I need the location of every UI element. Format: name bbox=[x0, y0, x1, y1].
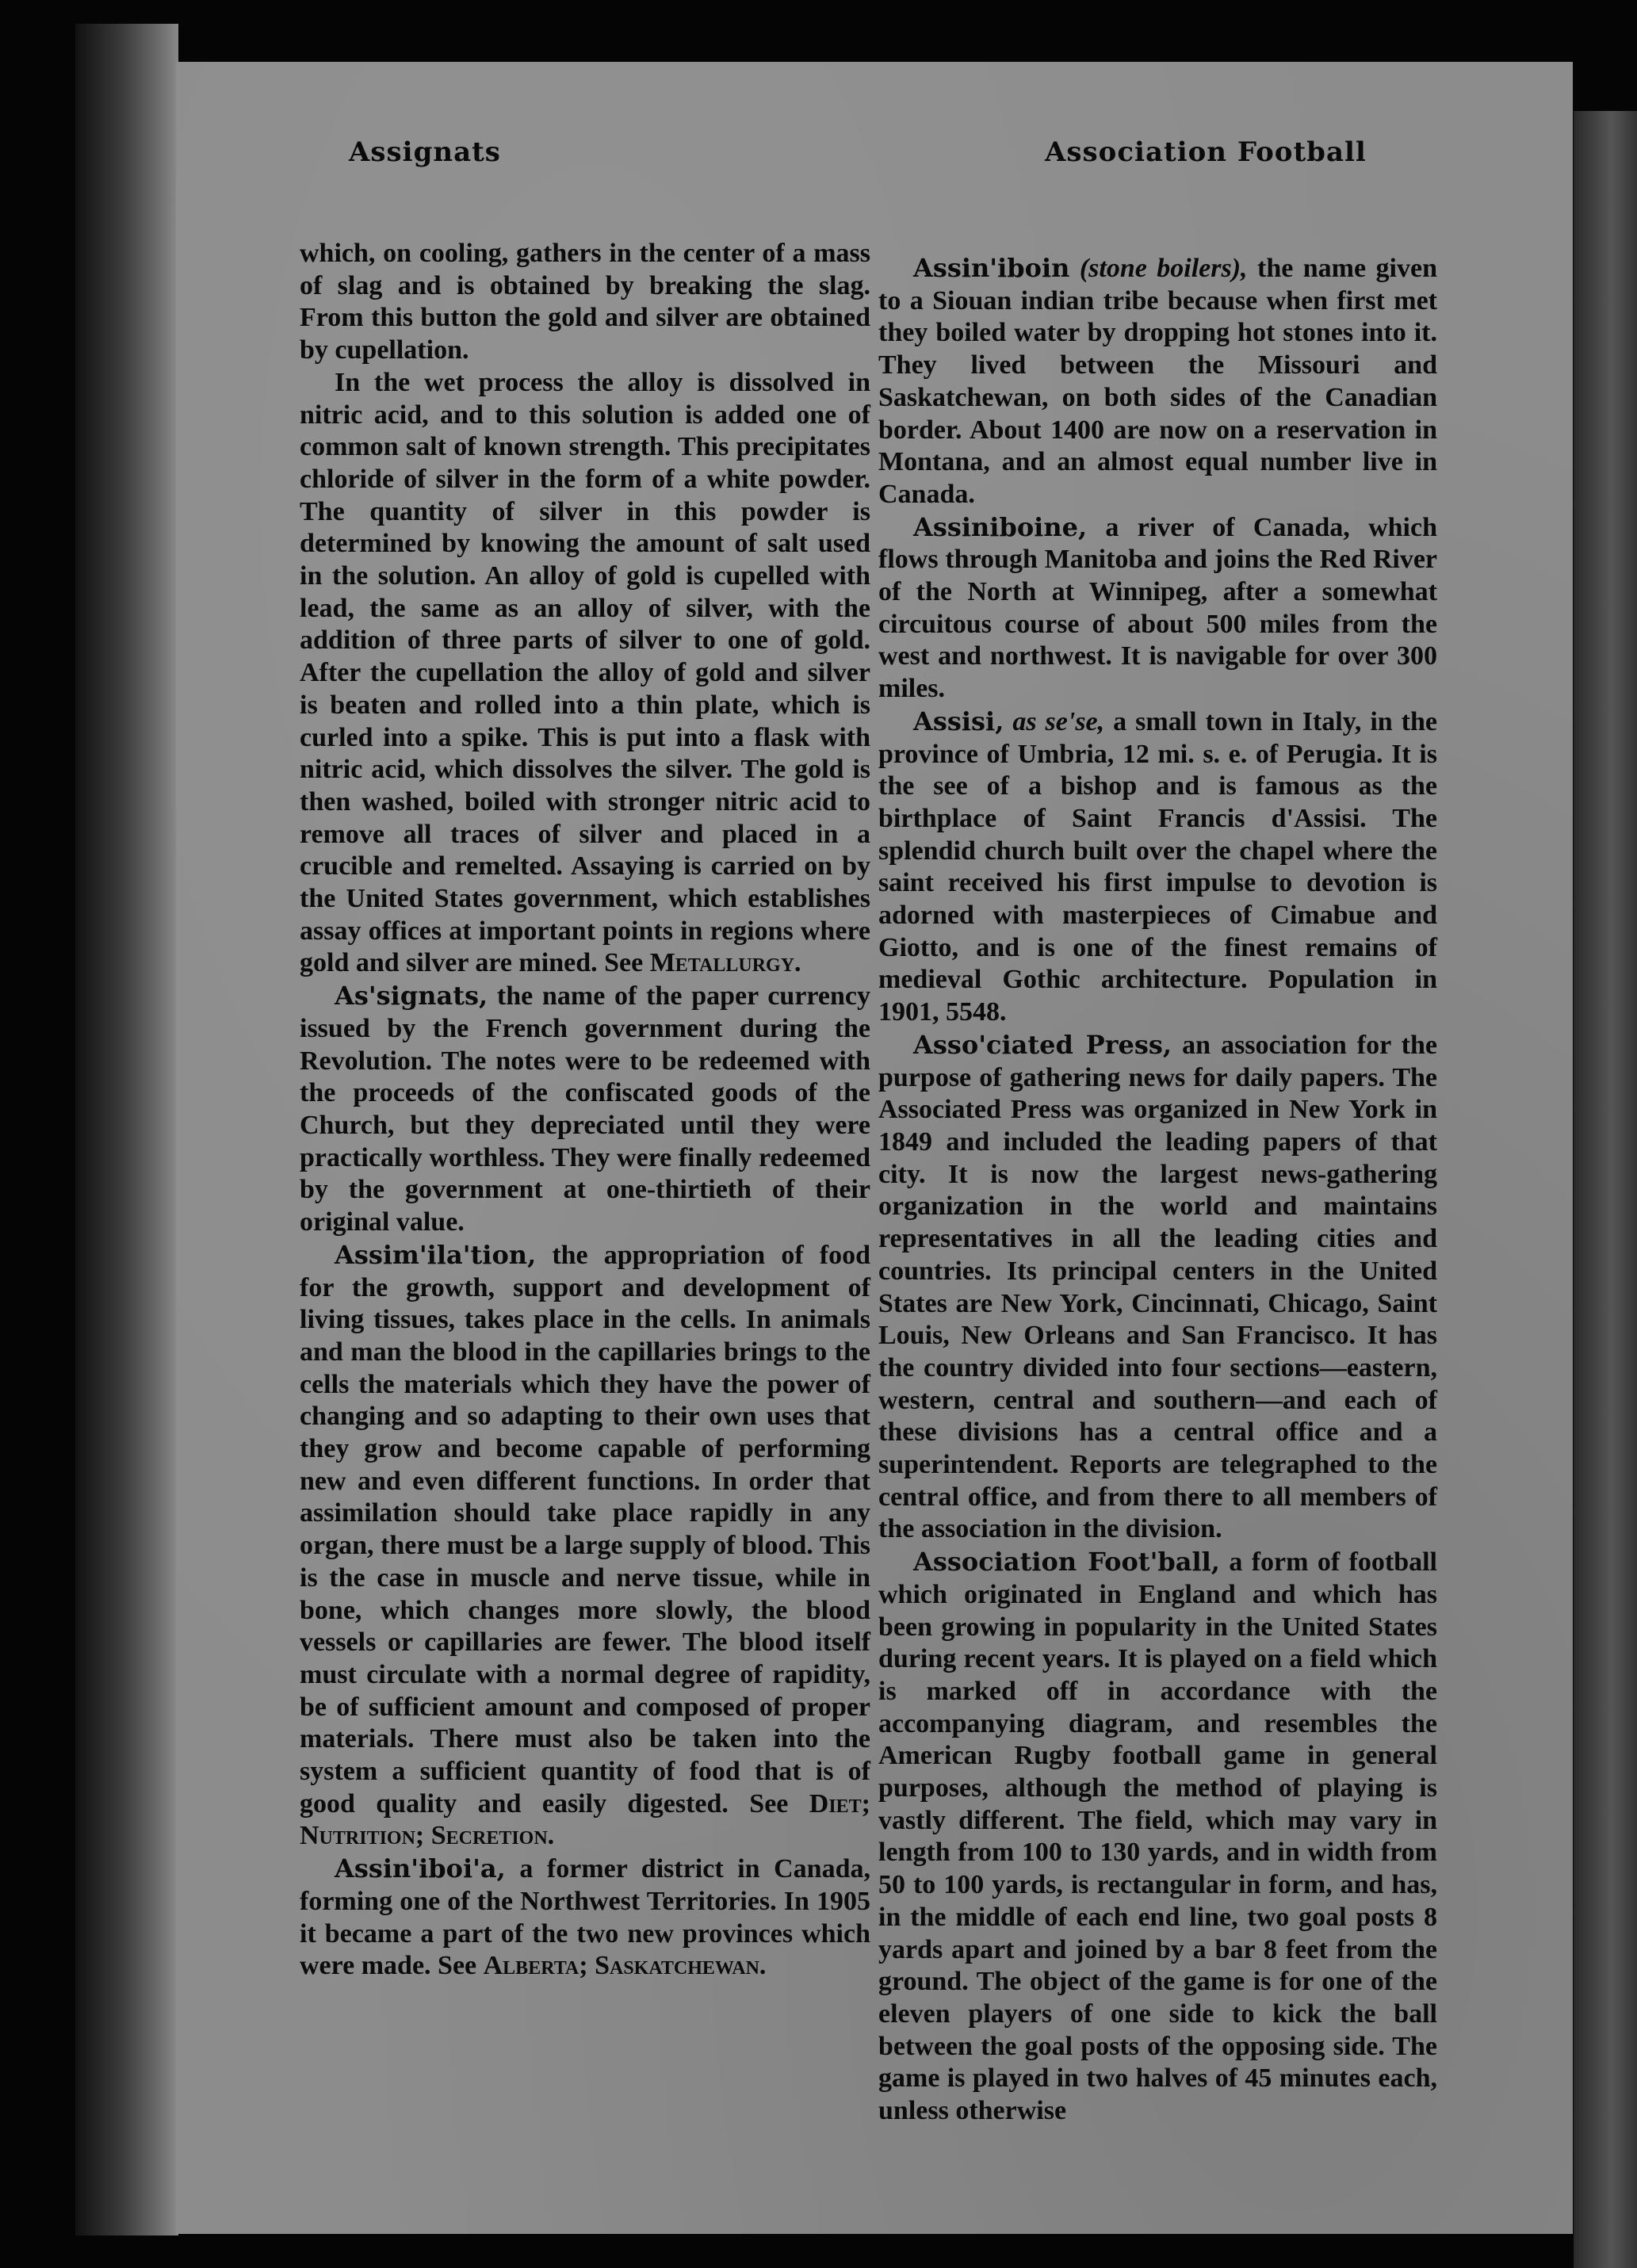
entry-text: a form of football which originated in England and which has been growing in popularity in the United States during recent years. It is played on a field which is marked off in accordance with the accompanying diagram, and resembles the American Rugby football game in general purposes, although the method of playing is vastly different. The field, which may vary in length from 100 to 130 yards, and in width from 50 to 100 yards, is rectangular in form, and has, in the middle of each end line, two goal posts 8 yards apart and joined by a bar 8 feet from the ground. The object of the game is for one of the eleven players of one side to kick the ball between the goal posts of the opposing side. The game is played in two halves of 45 minutes each, unless otherwise bbox=[878, 1547, 1437, 2126]
cross-reference: Secretion. bbox=[430, 1821, 555, 1851]
headword: Assin'iboi'a, bbox=[335, 1853, 506, 1884]
left-column bbox=[300, 238, 870, 1983]
pronunciation: as se'se, bbox=[1012, 706, 1105, 736]
entry-assignats bbox=[300, 980, 870, 1239]
cross-reference: Nutrition; bbox=[300, 1821, 425, 1851]
entry-association-football bbox=[878, 1546, 1437, 2128]
cross-reference: Alberta; bbox=[483, 1951, 588, 1981]
entry-text: the name of the paper currency issued by the French government during the Revolution. The notes were to be redeemed with the proceeds of the confiscated goods of the Church, but they depreciated until they were practically worthless. They were finally redeemed by the government at one-thirtieth of their original value. bbox=[300, 981, 870, 1237]
right-column bbox=[878, 252, 1437, 2128]
cross-reference: Metallurgy. bbox=[649, 948, 801, 978]
cross-reference: Saskatchewan. bbox=[595, 1951, 767, 1981]
headword: Assim'ila'tion, bbox=[335, 1239, 537, 1270]
paragraph-text: which, on cooling, gathers in the center of a mass of slag and is obtained by breaking the slag. From this button the gold and silver are obtained by cupellation. bbox=[300, 239, 870, 365]
entry-assiniboia bbox=[300, 1853, 870, 1983]
entry-text: a former district in Canada, forming one of the Northwest Territories. In 1905 it became a part of the two new provinces which were made. See bbox=[300, 1854, 870, 1981]
entry-text: an association for the purpose of gathering news for daily papers. The Associated Press was organized in New York in 1849 and included the leading papers of that city. It is now the largest news-gathering organization in the world and maintains representatives in all the leading cities and countries. Its principal centers in the United States are New York, Cincinnati, Chicago, Saint Louis, New Orleans and San Francisco. It has the country divided into four sections—eastern, western, central and southern—and each of these divisions has a central office and a superintendent. Reports are telegraphed to the central office, and from there to all members of the association in the division. bbox=[878, 1030, 1437, 1544]
entry-assimilation bbox=[300, 1239, 870, 1853]
entry-text: a small town in Italy, in the province of Umbria, 12 mi. s. e. of Perugia. It is the see of a bishop and is famous as the birthplace of Saint Francis d'Assisi. The splendid church built over the chapel where the saint received his first impulse to devotion is adorned with masterpieces of Cimabue and Giotto, and is one of the finest remains of medieval Gothic architecture. Population in 1901, 5548. bbox=[878, 706, 1438, 1027]
running-head-right: Association Football bbox=[1045, 136, 1367, 168]
paragraph-text: In the wet process the alloy is dissolved in nitric acid, and to this solution is added one of common salt of known strength. This precipitates chloride of silver in the form of a white powder. The quantity of silver in this powder is determined by knowing the amount of salt used in the solution. An alloy of gold is cupelled with lead, the same as an alloy of silver, with the addition of three parts of silver to one of gold. After the cupellation the alloy of gold and silver is beaten and rolled into a thin plate, which is curled into a spike. This is put into a flask with nitric acid, which dissolves the silver. The gold is then washed, boiled with stronger nitric acid to remove all traces of silver and placed in a crucible and remelted. Assaying is carried on by the United States government, which establishes assay offices at important points in regions where gold and silver are mined. See bbox=[300, 367, 870, 978]
book-spine-shadow bbox=[75, 24, 178, 2235]
entry-associated-press bbox=[878, 1029, 1437, 1546]
headword: Assin'iboin bbox=[913, 253, 1070, 283]
entry-assiniboine bbox=[878, 511, 1437, 706]
running-head-left: Assignats bbox=[349, 136, 501, 168]
entry-text: the appropriation of food for the growth, support and development of living tissues, takes place in the cells. In animals and man the blood in the capillaries brings to the cells the materials which they have the power of changing and so adapting to their own uses that they grow and become capable of performing new and even different functions. In order that assimilation should take place rapidly in any organ, there must be a large supply of blood. This is the case in muscle and nerve tissue, while in bone, which changes more slowly, the blood vessels or capillaries are fewer. The blood itself must circulate with a normal degree of rapidity, be of sufficient amount and composed of proper materials. There must also be taken into the system a sufficient quantity of food that is of good quality and easily digested. See bbox=[300, 1240, 870, 1819]
gloss: (stone boilers), bbox=[1079, 254, 1248, 283]
headword: Association Foot'ball, bbox=[913, 1547, 1220, 1578]
entry-assisi bbox=[878, 706, 1437, 1029]
paragraph-wet-process bbox=[300, 367, 870, 980]
paragraph-continuation bbox=[300, 238, 870, 367]
entry-text: the name given to a Siouan indian tribe because when first met they boiled water by dropping hot stones into it. They lived between the Missouri and Saskatchewan, on both sides of the Canadian border. About 1400 are now on a reservation in Montana, and an almost equal number live in Canada. bbox=[878, 254, 1437, 509]
entry-assiniboin bbox=[878, 252, 1437, 511]
adjacent-page-edge bbox=[1574, 111, 1637, 2268]
headword: Assiniboine, bbox=[913, 511, 1088, 542]
cross-reference: Diet; bbox=[809, 1788, 870, 1819]
headword: Asso'ciated Press, bbox=[913, 1029, 1172, 1060]
headword: Assisi, bbox=[913, 706, 1004, 736]
headword: As'signats, bbox=[335, 981, 488, 1012]
entry-text: a river of Canada, which flows through Manitoba and joins the Red River of the North at Winnipeg, after a somewhat circuitous course of about 500 miles from the west and northwest. It is navigable for over 300 miles. bbox=[878, 512, 1437, 704]
